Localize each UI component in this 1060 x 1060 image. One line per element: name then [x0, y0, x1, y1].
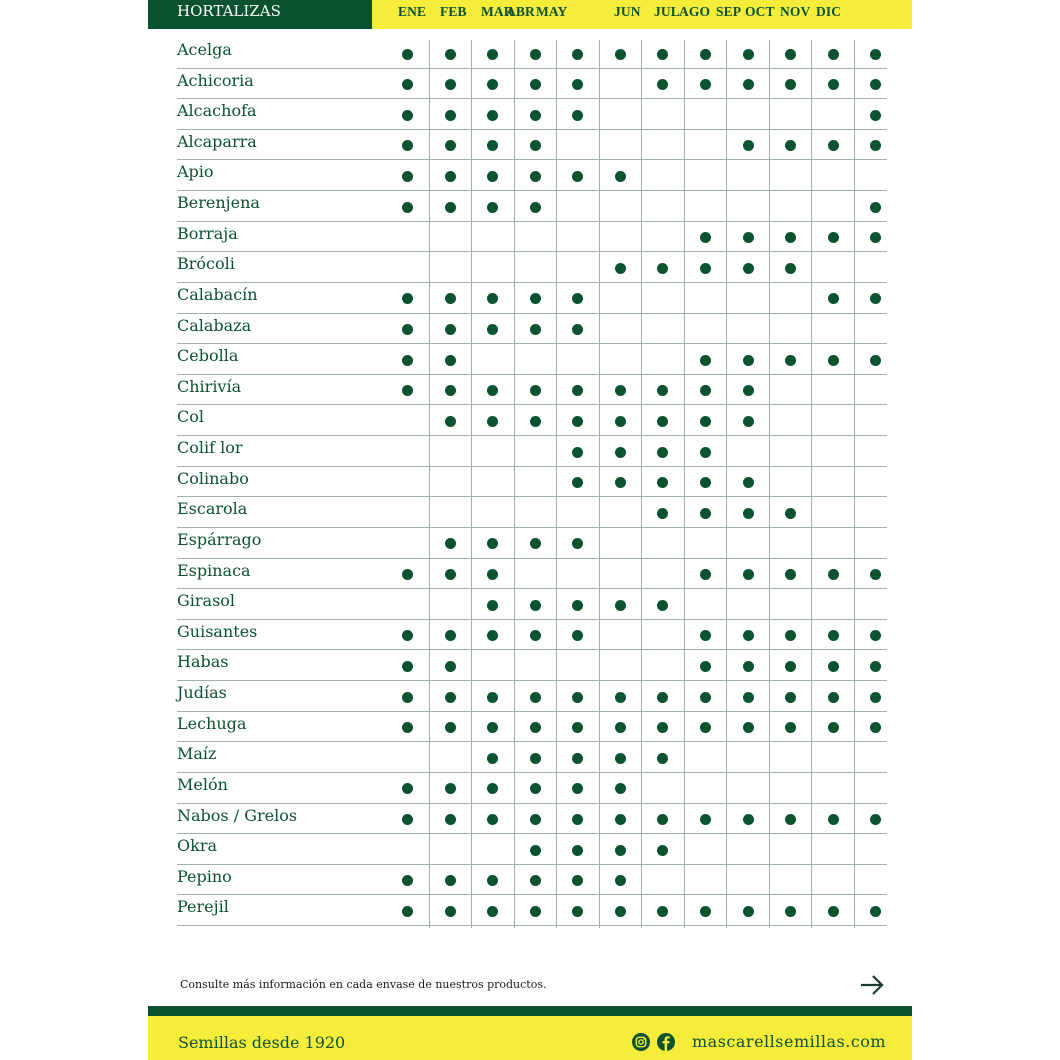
planting-dot — [530, 814, 541, 825]
vegetable-name: Alcachofa — [177, 101, 257, 121]
planting-dot — [402, 661, 413, 672]
planting-dot — [870, 355, 881, 366]
planting-dot — [445, 202, 456, 213]
planting-dot — [402, 79, 413, 90]
planting-dot — [445, 416, 456, 427]
planting-dot — [445, 140, 456, 151]
row-divider — [177, 772, 887, 773]
instagram-icon[interactable] — [632, 1033, 650, 1051]
planting-dot — [487, 293, 498, 304]
planting-dot — [785, 355, 796, 366]
planting-dot — [402, 49, 413, 60]
planting-dot — [445, 906, 456, 917]
table-row — [177, 346, 887, 377]
planting-dot — [615, 845, 626, 856]
planting-dot — [402, 293, 413, 304]
planting-dot — [700, 692, 711, 703]
table-row — [177, 652, 887, 683]
planting-dot — [870, 140, 881, 151]
row-divider — [177, 190, 887, 191]
planting-dot — [870, 79, 881, 90]
planting-dot — [487, 202, 498, 213]
planting-dot — [572, 79, 583, 90]
table-row — [177, 469, 887, 500]
planting-dot — [657, 49, 668, 60]
planting-dot — [657, 600, 668, 611]
planting-dot — [402, 783, 413, 794]
row-divider — [177, 588, 887, 589]
planting-dot — [572, 538, 583, 549]
planting-dot — [487, 753, 498, 764]
month-label-dic: DIC — [816, 4, 842, 19]
planting-dot — [785, 232, 796, 243]
planting-dot — [828, 79, 839, 90]
planting-dot — [572, 814, 583, 825]
planting-dot — [487, 79, 498, 90]
planting-dot — [615, 171, 626, 182]
planting-dot — [657, 416, 668, 427]
vegetable-name: Nabos / Grelos — [177, 805, 298, 825]
planting-dot — [657, 79, 668, 90]
row-divider — [177, 466, 887, 467]
planting-dot — [870, 630, 881, 641]
planting-dot — [785, 79, 796, 90]
row-divider — [177, 251, 887, 252]
planting-dot — [530, 538, 541, 549]
planting-dot — [870, 661, 881, 672]
planting-dot — [445, 814, 456, 825]
planting-dot — [700, 661, 711, 672]
planting-dot — [572, 171, 583, 182]
planting-dot — [870, 110, 881, 121]
planting-dot — [530, 600, 541, 611]
planting-dot — [743, 661, 754, 672]
row-divider — [177, 894, 887, 895]
planting-dot — [743, 49, 754, 60]
planting-dot — [657, 845, 668, 856]
row-divider — [177, 496, 887, 497]
vegetable-name: Borraja — [177, 223, 238, 243]
planting-dot — [870, 293, 881, 304]
arrow-right-icon[interactable] — [858, 972, 886, 998]
planting-dot — [870, 202, 881, 213]
month-label-sep: SEP — [716, 4, 742, 19]
planting-dot — [487, 49, 498, 60]
vegetable-name: Habas — [177, 652, 229, 672]
planting-dot — [615, 814, 626, 825]
planting-dot — [657, 477, 668, 488]
planting-dot — [402, 630, 413, 641]
planting-dot — [615, 783, 626, 794]
planting-dot — [700, 569, 711, 580]
planting-dot — [870, 906, 881, 917]
planting-dot — [828, 355, 839, 366]
row-divider — [177, 803, 887, 804]
vegetable-name: Chirivía — [177, 376, 242, 396]
planting-dot — [785, 569, 796, 580]
vegetable-name: Judías — [177, 683, 227, 703]
month-label-oct: OCT — [745, 4, 775, 19]
vegetable-name: Espárrago — [177, 529, 262, 549]
planting-dot — [530, 324, 541, 335]
planting-dot — [828, 140, 839, 151]
planting-dot — [615, 477, 626, 488]
planting-dot — [402, 875, 413, 886]
vegetable-name: Espinaca — [177, 560, 251, 580]
vegetable-name: Apio — [177, 162, 214, 182]
planting-dot — [445, 385, 456, 396]
planting-dot — [615, 906, 626, 917]
planting-dot — [828, 814, 839, 825]
planting-dot — [572, 845, 583, 856]
planting-dot — [828, 906, 839, 917]
planting-dot — [445, 722, 456, 733]
planting-dot — [700, 79, 711, 90]
vegetable-name: Calabaza — [177, 315, 252, 335]
planting-dot — [530, 416, 541, 427]
planting-dot — [657, 814, 668, 825]
facebook-icon[interactable] — [657, 1033, 675, 1051]
planting-dot — [530, 49, 541, 60]
vegetable-name: Lechuga — [177, 713, 247, 733]
planting-dot — [657, 447, 668, 458]
planting-dot — [572, 906, 583, 917]
table-row — [177, 561, 887, 592]
planting-dot — [572, 753, 583, 764]
planting-dot — [657, 385, 668, 396]
planting-dot — [785, 661, 796, 672]
row-divider — [177, 404, 887, 405]
planting-dot — [530, 202, 541, 213]
planting-dot — [700, 355, 711, 366]
planting-dot — [572, 692, 583, 703]
planting-dot — [743, 630, 754, 641]
row-divider — [177, 925, 887, 926]
planting-dot — [445, 324, 456, 335]
planting-dot — [487, 171, 498, 182]
planting-dot — [657, 263, 668, 274]
planting-dot — [743, 355, 754, 366]
planting-dot — [445, 49, 456, 60]
website-link[interactable]: mascarellsemillas.com — [692, 1032, 887, 1051]
planting-dot — [615, 49, 626, 60]
planting-dot — [828, 630, 839, 641]
planting-dot — [530, 845, 541, 856]
planting-dot — [743, 79, 754, 90]
month-label-jun: JUN — [614, 4, 641, 19]
planting-dot — [530, 171, 541, 182]
planting-dot — [572, 477, 583, 488]
planting-dot — [700, 508, 711, 519]
planting-dot — [530, 783, 541, 794]
planting-dot — [700, 416, 711, 427]
month-label-jul: JUL — [654, 4, 680, 19]
planting-dot — [572, 324, 583, 335]
planting-dot — [700, 477, 711, 488]
planting-dot — [828, 293, 839, 304]
planting-dot — [487, 600, 498, 611]
planting-dot — [828, 722, 839, 733]
planting-dot — [445, 355, 456, 366]
planting-dot — [743, 232, 754, 243]
vegetable-name: Acelga — [177, 40, 232, 59]
planting-dot — [445, 171, 456, 182]
planting-dot — [402, 722, 413, 733]
planting-dot — [657, 753, 668, 764]
vegetable-name: Pepino — [177, 866, 232, 886]
planting-dot — [402, 906, 413, 917]
planting-dot — [870, 722, 881, 733]
planting-dot — [530, 906, 541, 917]
planting-dot — [572, 416, 583, 427]
planting-dot — [657, 692, 668, 703]
vegetable-name: Guisantes — [177, 621, 258, 641]
planting-dot — [700, 447, 711, 458]
planting-grid — [148, 0, 912, 1060]
planting-dot — [530, 692, 541, 703]
planting-dot — [487, 324, 498, 335]
planting-dot — [657, 722, 668, 733]
row-divider — [177, 619, 887, 620]
planting-dot — [572, 49, 583, 60]
vegetable-name: Berenjena — [177, 193, 260, 213]
planting-dot — [487, 906, 498, 917]
planting-dot — [445, 79, 456, 90]
footer-note: Consulte más información en cada envase de nuestros productos. — [180, 978, 547, 991]
planting-dot — [445, 661, 456, 672]
planting-dot — [743, 385, 754, 396]
row-divider — [177, 68, 887, 69]
vegetable-name: Brócoli — [177, 254, 235, 274]
planting-dot — [700, 385, 711, 396]
planting-dot — [615, 600, 626, 611]
planting-dot — [870, 814, 881, 825]
planting-dot — [487, 814, 498, 825]
planting-dot — [445, 783, 456, 794]
planting-dot — [572, 630, 583, 641]
planting-dot — [530, 875, 541, 886]
planting-dot — [402, 110, 413, 121]
planting-dot — [402, 692, 413, 703]
planting-dot — [615, 385, 626, 396]
planting-dot — [487, 416, 498, 427]
planting-dot — [743, 140, 754, 151]
table-row — [177, 254, 887, 285]
planting-dot — [615, 753, 626, 764]
vegetable-name: Girasol — [177, 591, 236, 611]
row-divider — [177, 343, 887, 344]
planting-dot — [487, 630, 498, 641]
planting-dot — [445, 875, 456, 886]
planting-dot — [743, 722, 754, 733]
planting-dot — [785, 630, 796, 641]
planting-dot — [402, 202, 413, 213]
planting-dot — [530, 385, 541, 396]
planting-dot — [870, 692, 881, 703]
planting-dot — [402, 171, 413, 182]
planting-dot — [530, 293, 541, 304]
month-label-may: MAY — [536, 4, 568, 19]
planting-dot — [487, 110, 498, 121]
planting-dot — [615, 722, 626, 733]
planting-dot — [828, 49, 839, 60]
planting-dot — [870, 49, 881, 60]
planting-dot — [785, 49, 796, 60]
row-divider — [177, 711, 887, 712]
planting-dot — [572, 110, 583, 121]
planting-dot — [445, 692, 456, 703]
row-divider — [177, 98, 887, 99]
planting-dot — [487, 722, 498, 733]
planting-dot — [743, 569, 754, 580]
planting-dot — [657, 906, 668, 917]
planting-dot — [572, 385, 583, 396]
planting-dot — [487, 783, 498, 794]
planting-dot — [615, 692, 626, 703]
row-divider — [177, 282, 887, 283]
row-divider — [177, 435, 887, 436]
month-label-ago: AGO — [679, 4, 711, 19]
planting-dot — [785, 722, 796, 733]
vegetable-name: Escarola — [177, 499, 248, 519]
planting-dot — [785, 263, 796, 274]
planting-dot — [572, 293, 583, 304]
month-label-feb: FEB — [440, 4, 467, 19]
planting-dot — [615, 263, 626, 274]
planting-dot — [572, 783, 583, 794]
row-divider — [177, 558, 887, 559]
row-divider — [177, 741, 887, 742]
planting-dot — [743, 477, 754, 488]
planting-dot — [828, 661, 839, 672]
row-divider — [177, 159, 887, 160]
planting-dot — [700, 232, 711, 243]
planting-dot — [743, 416, 754, 427]
row-divider — [177, 864, 887, 865]
planting-dot — [530, 630, 541, 641]
vegetable-name: Perejil — [177, 897, 229, 917]
planting-dot — [402, 355, 413, 366]
row-divider — [177, 129, 887, 130]
section-title: HORTALIZAS — [148, 0, 372, 29]
planting-dot — [700, 722, 711, 733]
vegetable-name: Achicoria — [177, 70, 254, 90]
planting-dot — [828, 569, 839, 580]
row-divider — [177, 527, 887, 528]
planting-dot — [870, 569, 881, 580]
planting-dot — [700, 49, 711, 60]
planting-dot — [828, 232, 839, 243]
planting-dot — [572, 447, 583, 458]
planting-dot — [615, 875, 626, 886]
planting-dot — [487, 569, 498, 580]
planting-dot — [487, 140, 498, 151]
planting-calendar-page — [148, 0, 912, 1060]
vegetable-name: Alcaparra — [177, 131, 257, 151]
row-divider — [177, 313, 887, 314]
planting-dot — [402, 569, 413, 580]
planting-dot — [572, 722, 583, 733]
planting-dot — [445, 110, 456, 121]
planting-dot — [743, 263, 754, 274]
row-divider — [177, 221, 887, 222]
planting-dot — [657, 508, 668, 519]
vegetable-name: Okra — [177, 836, 217, 856]
vegetable-name: Melón — [177, 774, 228, 794]
row-divider — [177, 374, 887, 375]
planting-dot — [743, 906, 754, 917]
planting-dot — [445, 630, 456, 641]
month-label-ene: ENE — [398, 4, 427, 19]
planting-dot — [785, 692, 796, 703]
month-label-mar: MAR — [481, 4, 514, 19]
table-row — [177, 438, 887, 469]
brand-tagline: Semillas desde 1920 — [178, 1033, 346, 1052]
planting-dot — [402, 140, 413, 151]
planting-dot — [487, 875, 498, 886]
planting-dot — [487, 692, 498, 703]
vegetable-name: Colif lor — [177, 438, 243, 458]
planting-dot — [402, 324, 413, 335]
planting-dot — [530, 79, 541, 90]
planting-dot — [530, 753, 541, 764]
planting-dot — [445, 538, 456, 549]
row-divider — [177, 649, 887, 650]
planting-dot — [487, 538, 498, 549]
planting-dot — [530, 140, 541, 151]
planting-dot — [530, 110, 541, 121]
planting-dot — [615, 416, 626, 427]
planting-dot — [785, 508, 796, 519]
planting-dot — [530, 722, 541, 733]
planting-dot — [870, 232, 881, 243]
planting-dot — [615, 447, 626, 458]
planting-dot — [700, 263, 711, 274]
planting-dot — [700, 906, 711, 917]
planting-dot — [785, 140, 796, 151]
planting-dot — [828, 692, 839, 703]
vegetable-name: Calabacín — [177, 284, 258, 304]
planting-dot — [700, 630, 711, 641]
row-divider — [177, 833, 887, 834]
row-divider — [177, 680, 887, 681]
vegetable-name: Cebolla — [177, 346, 239, 366]
planting-dot — [785, 906, 796, 917]
planting-dot — [700, 814, 711, 825]
vegetable-name: Maíz — [177, 744, 217, 764]
planting-dot — [402, 385, 413, 396]
planting-dot — [572, 875, 583, 886]
month-label-abr: ABR — [506, 4, 535, 19]
planting-dot — [572, 600, 583, 611]
month-label-nov: NOV — [780, 4, 811, 19]
planting-dot — [445, 569, 456, 580]
table-row — [177, 224, 887, 255]
planting-dot — [445, 293, 456, 304]
planting-dot — [743, 814, 754, 825]
planting-dot — [487, 385, 498, 396]
vegetable-name: Colinabo — [177, 468, 249, 488]
planting-dot — [743, 508, 754, 519]
planting-dot — [402, 814, 413, 825]
planting-dot — [785, 814, 796, 825]
planting-dot — [743, 692, 754, 703]
footer-stripe — [148, 1006, 912, 1016]
table-row — [177, 499, 887, 530]
vegetable-name: Col — [177, 407, 204, 427]
